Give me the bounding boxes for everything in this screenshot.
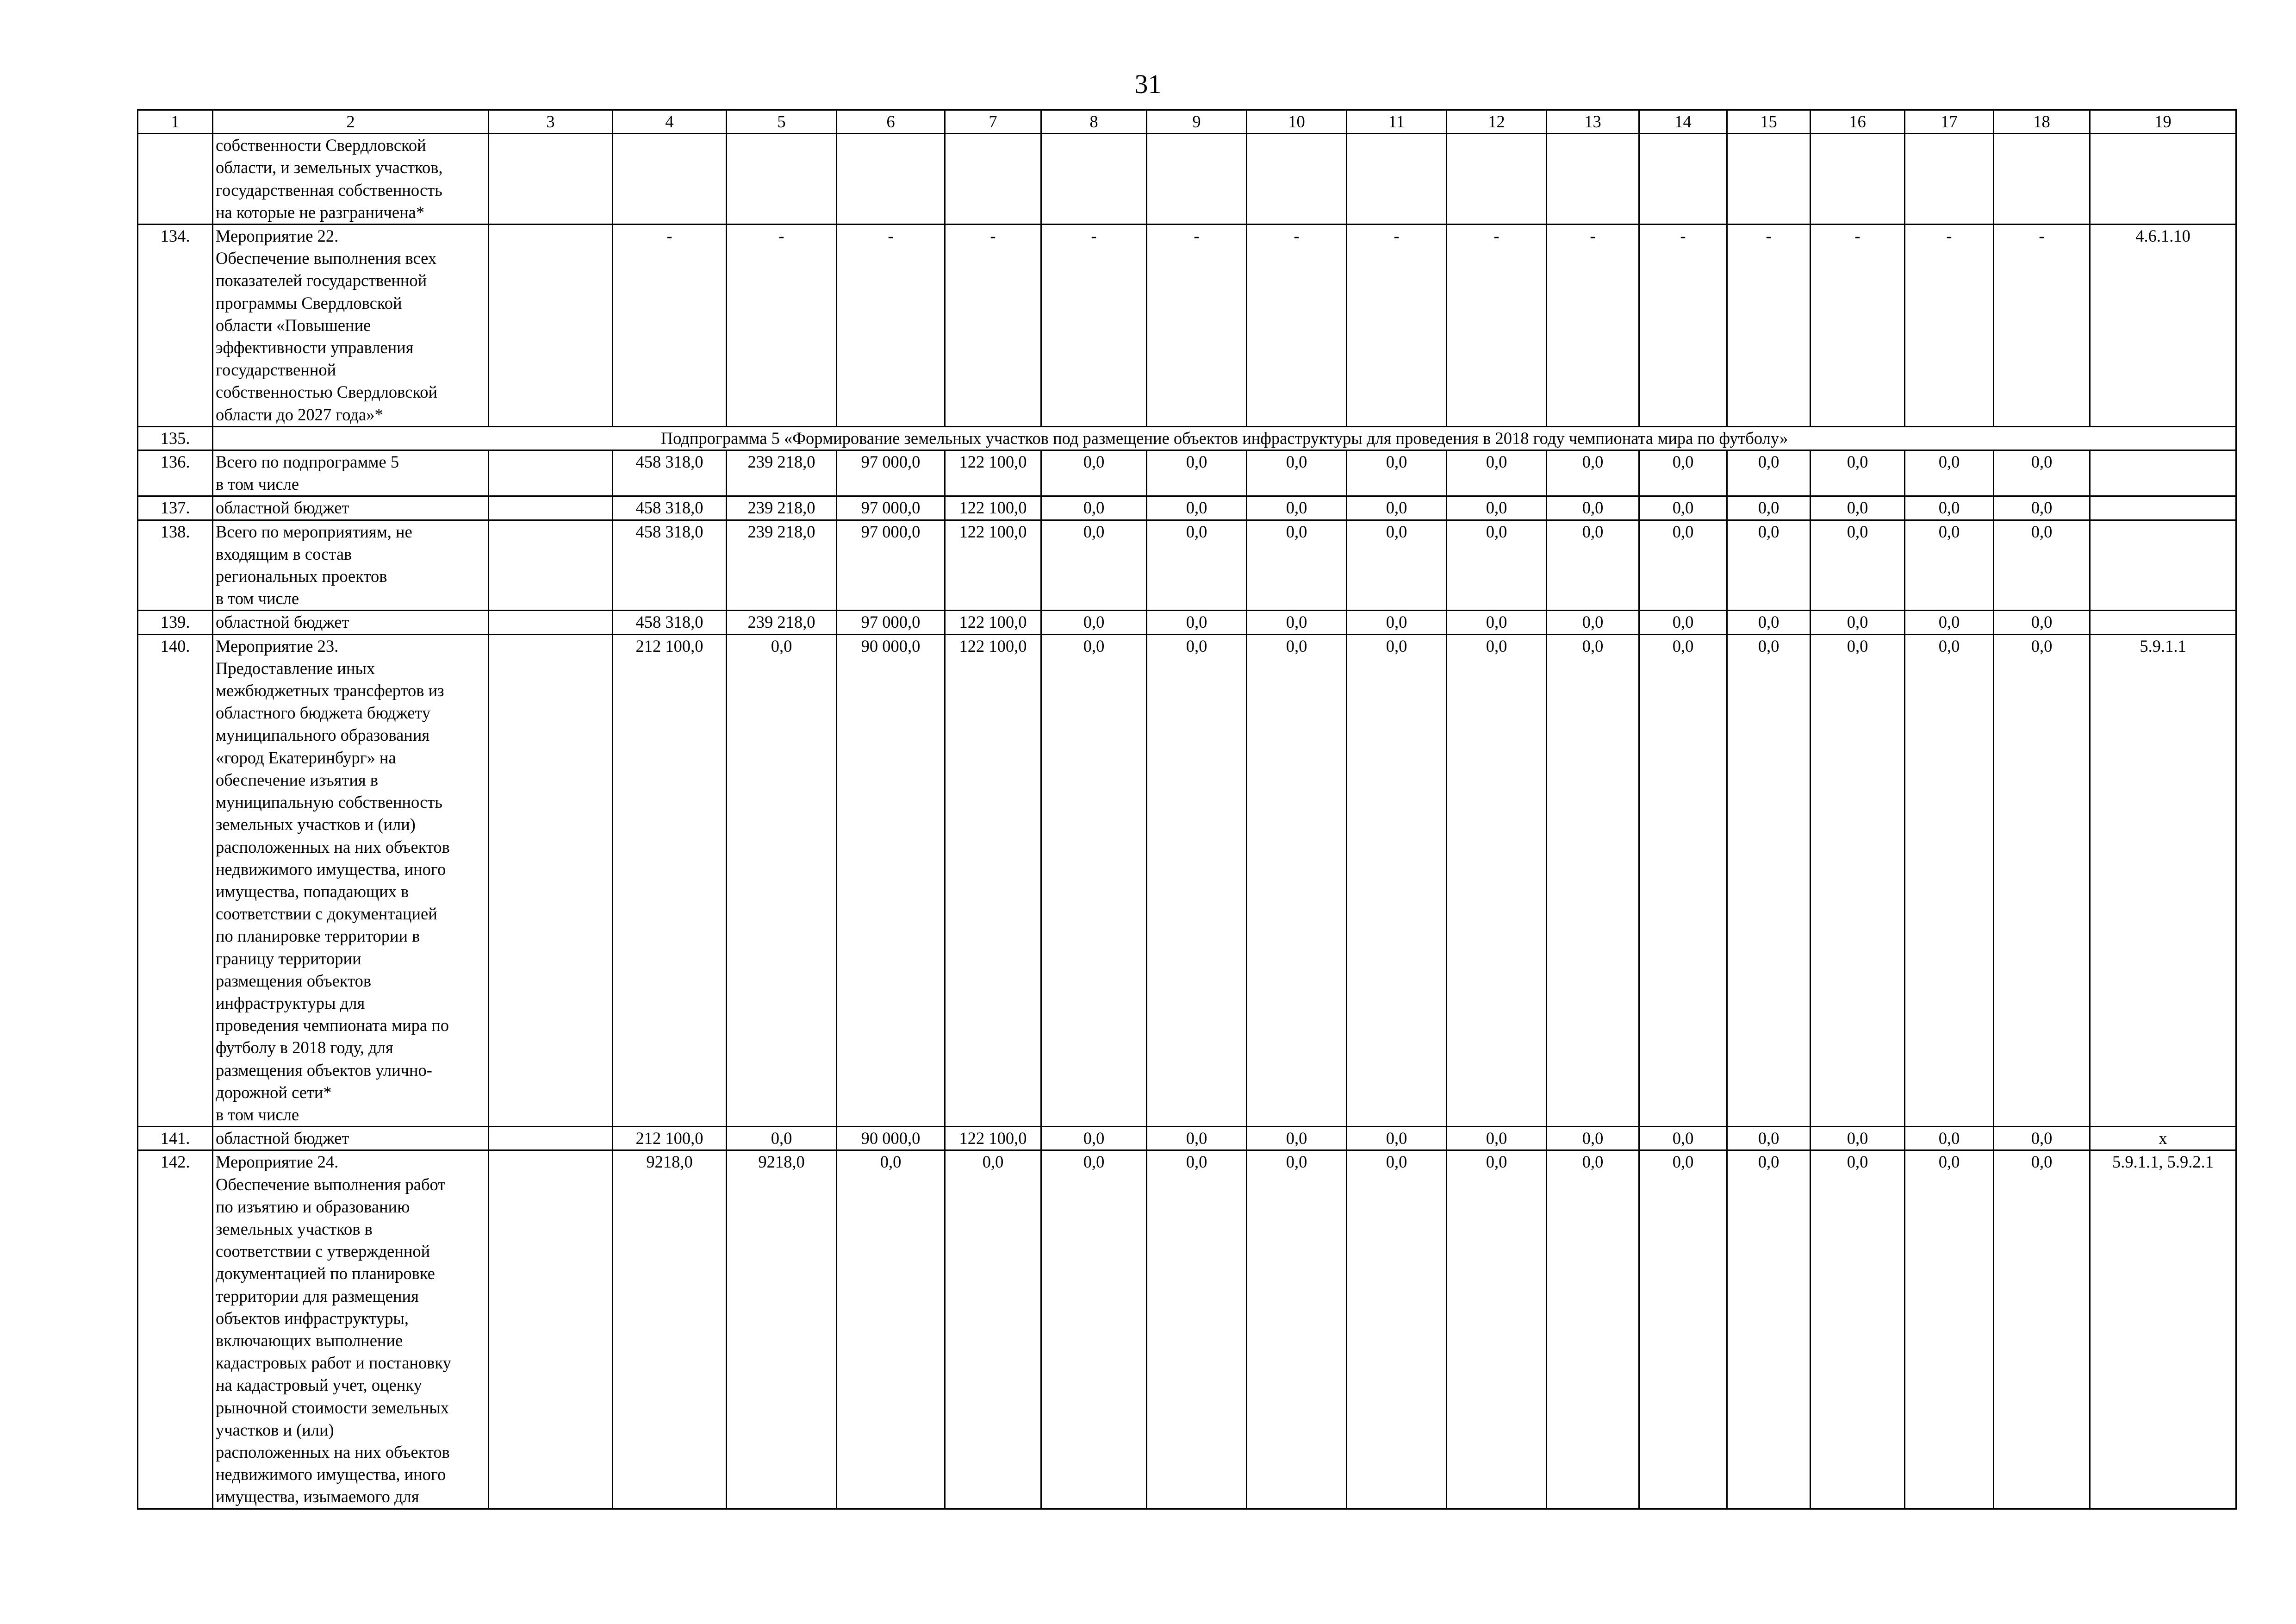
amount-col-7: 122 100,0 (945, 1127, 1041, 1150)
table-body (138, 110, 2236, 1509)
activity-description: Мероприятие 24. Обеспечение выполнения работ по изъятию и образованию земельных участков в соответствии с утвержденной документацией по планировке территории для размещения объектов инфраструктуры, включающих выполнение кадастровых работ и постановку на кадастровый учет, оценку рыночной стоимости земельных участков и (или) расположенных на них объектов недвижимого имущества, иного имущества, изымаемого для (213, 1150, 489, 1509)
table-row (138, 496, 2236, 520)
amount-col-16: 0,0 (1811, 520, 1905, 611)
amount-col-5: 0,0 (727, 634, 837, 1126)
amount-col-8: 0,0 (1041, 634, 1147, 1126)
activity-description: Всего по подпрограмме 5 в том числе (213, 450, 489, 496)
amount-col-17: 0,0 (1905, 1127, 1994, 1150)
amount-col-6: 97 000,0 (837, 611, 945, 634)
amount-col-11 (1347, 134, 1447, 225)
amount-col-16: 0,0 (1811, 1150, 1905, 1509)
amount-col-10: 0,0 (1247, 634, 1347, 1126)
amount-col-10 (1247, 134, 1347, 225)
subprogram-title: Подпрограмма 5 «Формирование земельных участков под размещение объектов инфраструктуры для проведения в 2018 году чемпионата мира по футболу» (213, 426, 2236, 450)
amount-col-12: 0,0 (1447, 634, 1547, 1126)
amount-col-9: 0,0 (1147, 634, 1247, 1126)
column-header-1: 1 (138, 110, 213, 134)
amount-col-11: 0,0 (1347, 520, 1447, 611)
column-header-4: 4 (613, 110, 727, 134)
row-number: 139. (138, 611, 213, 634)
amount-col-9: 0,0 (1147, 496, 1247, 520)
amount-col-13: 0,0 (1547, 450, 1639, 496)
activity-description: областной бюджет (213, 1127, 489, 1150)
row-number: 142. (138, 1150, 213, 1509)
amount-col-5 (727, 134, 837, 225)
target-indicator-ref (2090, 611, 2236, 634)
amount-col-4 (613, 134, 727, 225)
amount-col-4: 458 318,0 (613, 450, 727, 496)
row-number: 141. (138, 1127, 213, 1150)
amount-col-11: - (1347, 225, 1447, 427)
amount-col-6: - (837, 225, 945, 427)
target-indicator-ref: 4.6.1.10 (2090, 225, 2236, 427)
amount-col-14: 0,0 (1639, 1127, 1727, 1150)
amount-col-15: 0,0 (1727, 1127, 1811, 1150)
funding-source (489, 634, 613, 1126)
amount-col-7: 0,0 (945, 1150, 1041, 1509)
amount-col-15: 0,0 (1727, 611, 1811, 634)
amount-col-17: 0,0 (1905, 496, 1994, 520)
amount-col-12: 0,0 (1447, 450, 1547, 496)
funding-source (489, 611, 613, 634)
amount-col-16: 0,0 (1811, 634, 1905, 1126)
column-header-12: 12 (1447, 110, 1547, 134)
target-indicator-ref: 5.9.1.1 (2090, 634, 2236, 1126)
activity-description: собственности Свердловской области, и земельных участков, государственная собственность на которые не разграничена* (213, 134, 489, 225)
amount-col-6: 97 000,0 (837, 496, 945, 520)
table-row (138, 426, 2236, 450)
amount-col-7: - (945, 225, 1041, 427)
amount-col-15: - (1727, 225, 1811, 427)
amount-col-12: - (1447, 225, 1547, 427)
amount-col-14 (1639, 134, 1727, 225)
amount-col-14: 0,0 (1639, 496, 1727, 520)
amount-col-13: 0,0 (1547, 520, 1639, 611)
amount-col-13: 0,0 (1547, 1127, 1639, 1150)
amount-col-13: 0,0 (1547, 496, 1639, 520)
amount-col-17: 0,0 (1905, 1150, 1994, 1509)
amount-col-5: 239 218,0 (727, 496, 837, 520)
table-row (138, 225, 2236, 427)
activity-description: областной бюджет (213, 611, 489, 634)
amount-col-15 (1727, 134, 1811, 225)
amount-col-14: 0,0 (1639, 1150, 1727, 1509)
column-header-17: 17 (1905, 110, 1994, 134)
table-row (138, 134, 2236, 225)
amount-col-12: 0,0 (1447, 1127, 1547, 1150)
amount-col-13: 0,0 (1547, 1150, 1639, 1509)
amount-col-6: 97 000,0 (837, 520, 945, 611)
amount-col-17 (1905, 134, 1994, 225)
table-row (138, 1150, 2236, 1509)
amount-col-17: 0,0 (1905, 520, 1994, 611)
amount-col-6: 90 000,0 (837, 1127, 945, 1150)
activity-description: Всего по мероприятиям, не входящим в состав региональных проектов в том числе (213, 520, 489, 611)
amount-col-9 (1147, 134, 1247, 225)
funding-source (489, 1127, 613, 1150)
table-row (138, 634, 2236, 1126)
amount-col-8: 0,0 (1041, 520, 1147, 611)
amount-col-14: 0,0 (1639, 611, 1727, 634)
amount-col-6: 90 000,0 (837, 634, 945, 1126)
amount-col-7: 122 100,0 (945, 611, 1041, 634)
amount-col-7: 122 100,0 (945, 520, 1041, 611)
funding-source (489, 1150, 613, 1509)
column-header-16: 16 (1811, 110, 1905, 134)
target-indicator-ref: х (2090, 1127, 2236, 1150)
amount-col-14: 0,0 (1639, 634, 1727, 1126)
amount-col-13: 0,0 (1547, 634, 1639, 1126)
amount-col-14: 0,0 (1639, 450, 1727, 496)
amount-col-12: 0,0 (1447, 496, 1547, 520)
amount-col-18: 0,0 (1994, 634, 2090, 1126)
target-indicator-ref (2090, 450, 2236, 496)
amount-col-4: - (613, 225, 727, 427)
amount-col-12 (1447, 134, 1547, 225)
amount-col-16 (1811, 134, 1905, 225)
amount-col-10: 0,0 (1247, 520, 1347, 611)
table-row (138, 1127, 2236, 1150)
column-header-9: 9 (1147, 110, 1247, 134)
amount-col-5: 0,0 (727, 1127, 837, 1150)
row-number: 137. (138, 496, 213, 520)
activity-description: Мероприятие 22. Обеспечение выполнения всех показателей государственной программы Свердловской области «Повышение эффективности управления государственной собственностью Свердловской области до 2027 года»* (213, 225, 489, 427)
amount-col-17: - (1905, 225, 1994, 427)
amount-col-16: - (1811, 225, 1905, 427)
target-indicator-ref (2090, 520, 2236, 611)
amount-col-15: 0,0 (1727, 1150, 1811, 1509)
amount-col-9: 0,0 (1147, 520, 1247, 611)
amount-col-10: 0,0 (1247, 611, 1347, 634)
column-header-11: 11 (1347, 110, 1447, 134)
amount-col-10: 0,0 (1247, 496, 1347, 520)
amount-col-8: 0,0 (1041, 496, 1147, 520)
amount-col-9: 0,0 (1147, 450, 1247, 496)
table-row (138, 520, 2236, 611)
amount-col-4: 9218,0 (613, 1150, 727, 1509)
target-indicator-ref (2090, 496, 2236, 520)
activity-description: областной бюджет (213, 496, 489, 520)
amount-col-18: 0,0 (1994, 496, 2090, 520)
amount-col-10: 0,0 (1247, 450, 1347, 496)
amount-col-9: - (1147, 225, 1247, 427)
amount-col-15: 0,0 (1727, 496, 1811, 520)
amount-col-11: 0,0 (1347, 1150, 1447, 1509)
amount-col-8 (1041, 134, 1147, 225)
amount-col-13 (1547, 134, 1639, 225)
column-header-7: 7 (945, 110, 1041, 134)
amount-col-4: 458 318,0 (613, 496, 727, 520)
amount-col-7: 122 100,0 (945, 496, 1041, 520)
amount-col-11: 0,0 (1347, 611, 1447, 634)
amount-col-8: 0,0 (1041, 1150, 1147, 1509)
amount-col-15: 0,0 (1727, 520, 1811, 611)
amount-col-13: 0,0 (1547, 611, 1639, 634)
amount-col-11: 0,0 (1347, 496, 1447, 520)
amount-col-10: 0,0 (1247, 1150, 1347, 1509)
amount-col-8: 0,0 (1041, 1127, 1147, 1150)
amount-col-7 (945, 134, 1041, 225)
funding-source (489, 225, 613, 427)
amount-col-16: 0,0 (1811, 1127, 1905, 1150)
row-number: 140. (138, 634, 213, 1126)
amount-col-14: - (1639, 225, 1727, 427)
amount-col-12: 0,0 (1447, 520, 1547, 611)
page-number: 31 (1134, 69, 1162, 99)
row-number (138, 134, 213, 225)
amount-col-18: 0,0 (1994, 520, 2090, 611)
amount-col-8: - (1041, 225, 1147, 427)
amount-col-4: 212 100,0 (613, 1127, 727, 1150)
amount-col-4: 212 100,0 (613, 634, 727, 1126)
funding-source (489, 520, 613, 611)
amount-col-16: 0,0 (1811, 450, 1905, 496)
amount-col-9: 0,0 (1147, 1150, 1247, 1509)
amount-col-6: 97 000,0 (837, 450, 945, 496)
amount-col-5: 239 218,0 (727, 611, 837, 634)
funding-source (489, 134, 613, 225)
amount-col-16: 0,0 (1811, 611, 1905, 634)
amount-col-16: 0,0 (1811, 496, 1905, 520)
amount-col-18: 0,0 (1994, 1150, 2090, 1509)
activity-description: Мероприятие 23. Предоставление иных межбюджетных трансфертов из областного бюджета бюджету муниципального образования «город Екатеринбург» на обеспечение изъятия в муниципальную собственность земельных участков и (или) расположенных на них объектов недвижимого имущества, иного имущества, попадающих в соответствии с документацией по планировке территории в границу территории размещения объектов инфраструктуры для проведения чемпионата мира по футболу в 2018 году, для размещения объектов улично- дорожной сети* в том числе (213, 634, 489, 1126)
amount-col-15: 0,0 (1727, 634, 1811, 1126)
funding-source (489, 496, 613, 520)
amount-col-5: 239 218,0 (727, 450, 837, 496)
amount-col-11: 0,0 (1347, 450, 1447, 496)
column-header-6: 6 (837, 110, 945, 134)
amount-col-18: 0,0 (1994, 450, 2090, 496)
amount-col-18 (1994, 134, 2090, 225)
amount-col-10: 0,0 (1247, 1127, 1347, 1150)
program-budget-table (137, 109, 2237, 1510)
table-row (138, 611, 2236, 634)
amount-col-11: 0,0 (1347, 634, 1447, 1126)
target-indicator-ref: 5.9.1.1, 5.9.2.1 (2090, 1150, 2236, 1509)
amount-col-17: 0,0 (1905, 634, 1994, 1126)
amount-col-5: 9218,0 (727, 1150, 837, 1509)
amount-col-5: 239 218,0 (727, 520, 837, 611)
amount-col-11: 0,0 (1347, 1127, 1447, 1150)
funding-source (489, 450, 613, 496)
amount-col-8: 0,0 (1041, 450, 1147, 496)
amount-col-7: 122 100,0 (945, 450, 1041, 496)
column-header-10: 10 (1247, 110, 1347, 134)
column-header-19: 19 (2090, 110, 2236, 134)
amount-col-13: - (1547, 225, 1639, 427)
amount-col-6 (837, 134, 945, 225)
row-number: 135. (138, 426, 213, 450)
amount-col-9: 0,0 (1147, 1127, 1247, 1150)
column-header-8: 8 (1041, 110, 1147, 134)
table-row (138, 450, 2236, 496)
amount-col-17: 0,0 (1905, 450, 1994, 496)
amount-col-15: 0,0 (1727, 450, 1811, 496)
amount-col-8: 0,0 (1041, 611, 1147, 634)
row-number: 138. (138, 520, 213, 611)
column-header-18: 18 (1994, 110, 2090, 134)
amount-col-18: 0,0 (1994, 1127, 2090, 1150)
target-indicator-ref (2090, 134, 2236, 225)
amount-col-5: - (727, 225, 837, 427)
amount-col-12: 0,0 (1447, 1150, 1547, 1509)
column-number-header (138, 110, 2236, 134)
amount-col-10: - (1247, 225, 1347, 427)
column-header-2: 2 (213, 110, 489, 134)
amount-col-14: 0,0 (1639, 520, 1727, 611)
amount-col-18: 0,0 (1994, 611, 2090, 634)
amount-col-4: 458 318,0 (613, 520, 727, 611)
row-number: 136. (138, 450, 213, 496)
amount-col-17: 0,0 (1905, 611, 1994, 634)
column-header-14: 14 (1639, 110, 1727, 134)
amount-col-18: - (1994, 225, 2090, 427)
row-number: 134. (138, 225, 213, 427)
amount-col-9: 0,0 (1147, 611, 1247, 634)
amount-col-6: 0,0 (837, 1150, 945, 1509)
amount-col-4: 458 318,0 (613, 611, 727, 634)
column-header-15: 15 (1727, 110, 1811, 134)
column-header-5: 5 (727, 110, 837, 134)
amount-col-7: 122 100,0 (945, 634, 1041, 1126)
column-header-13: 13 (1547, 110, 1639, 134)
amount-col-12: 0,0 (1447, 611, 1547, 634)
column-header-3: 3 (489, 110, 613, 134)
